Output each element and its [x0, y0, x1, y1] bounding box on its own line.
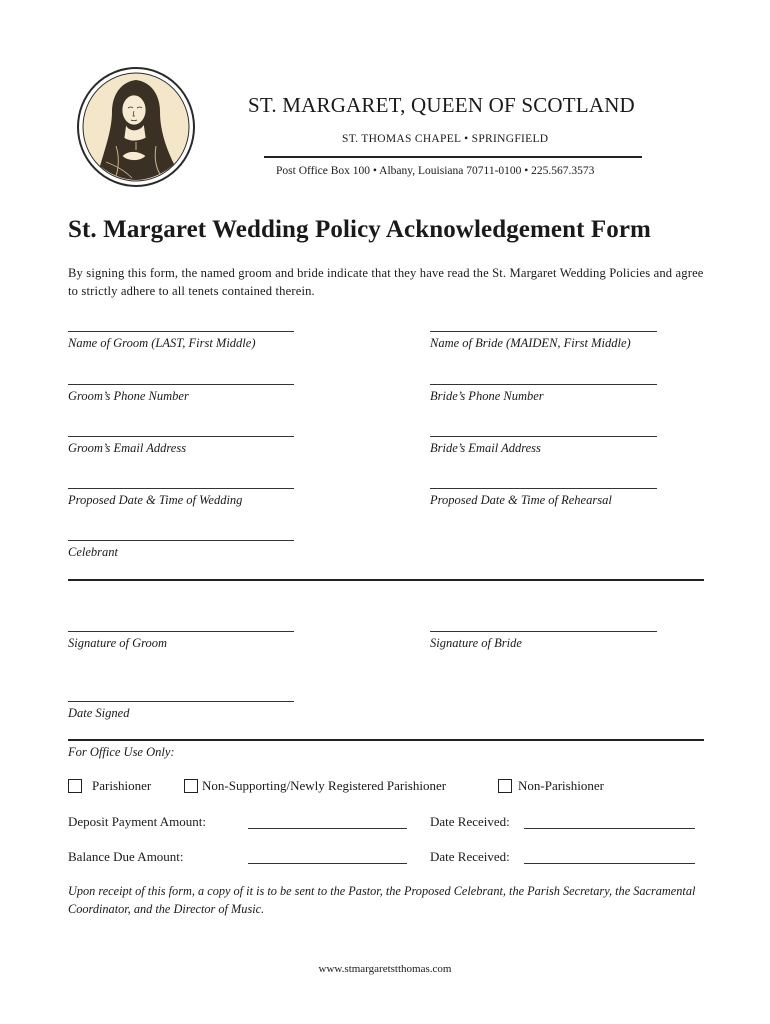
groom-name-label: Name of Groom (LAST, First Middle): [68, 336, 256, 350]
non-supporting-checkbox[interactable]: [184, 779, 198, 793]
form-title: St. Margaret Wedding Policy Acknowledgement Form: [68, 216, 651, 243]
office-divider: [68, 739, 704, 741]
groom-email-line[interactable]: [68, 436, 294, 437]
groom-name-line[interactable]: [68, 331, 294, 332]
intro-paragraph: By signing this form, the named groom and bride indicate that they have read the St. Margaret Wedding Policies and agree to strictly adhere to all tenets contained therein.: [68, 266, 704, 298]
bride-email-line[interactable]: [430, 436, 657, 437]
groom-signature-label: Signature of Groom: [68, 636, 168, 650]
section-divider: [68, 579, 704, 581]
groom-phone-label: Groom’s Phone Number: [68, 389, 189, 403]
groom-phone-line[interactable]: [68, 384, 294, 385]
balance-date-received-label: Date Received:: [430, 849, 510, 864]
chapel-line: ST. THOMAS CHAPEL • SPRINGFIELD: [342, 133, 549, 145]
groom-signature-line[interactable]: [68, 631, 294, 632]
groom-email-label: Groom’s Email Address: [68, 441, 187, 455]
non-parishioner-checkbox[interactable]: [498, 779, 512, 793]
distribution-note: Upon receipt of this form, a copy of it is to be sent to the Pastor, the Proposed Celebrant, the Parish Secretary, the Sacramental Coordinator, and the Director of Music.: [68, 884, 696, 916]
organization-name: ST. MARGARET, QUEEN OF SCOTLAND: [248, 93, 635, 117]
website-footer: www.stmargaretstthomas.com: [318, 963, 452, 975]
header-divider: [264, 156, 642, 158]
date-signed-label: Date Signed: [68, 706, 130, 720]
celebrant-line[interactable]: [68, 540, 294, 541]
non-supporting-label: Non-Supporting/Newly Registered Parishioner: [202, 778, 447, 793]
bride-signature-label: Signature of Bride: [430, 636, 522, 650]
contact-line: Post Office Box 100 • Albany, Louisiana 70711-0100 • 225.567.3573: [276, 165, 595, 177]
date-signed-line[interactable]: [68, 701, 294, 702]
wedding-datetime-line[interactable]: [68, 488, 294, 489]
st-margaret-seal: [76, 66, 196, 188]
deposit-date-received-label: Date Received:: [430, 814, 510, 829]
non-parishioner-label: Non-Parishioner: [518, 778, 604, 793]
option-non-supporting[interactable]: [184, 778, 446, 794]
bride-phone-label: Bride’s Phone Number: [430, 389, 544, 403]
bride-phone-line[interactable]: [430, 384, 657, 385]
bride-name-label: Name of Bride (MAIDEN, First Middle): [430, 336, 631, 350]
wedding-datetime-label: Proposed Date & Time of Wedding: [68, 493, 243, 507]
option-non-parishioner[interactable]: [498, 778, 604, 794]
parishioner-checkbox[interactable]: [68, 779, 82, 793]
parishioner-label: Parishioner: [92, 778, 152, 793]
office-use-heading: For Office Use Only:: [68, 745, 175, 759]
balance-date-received-line[interactable]: [524, 863, 695, 864]
bride-signature-line[interactable]: [430, 631, 657, 632]
balance-label: Balance Due Amount:: [68, 849, 184, 864]
deposit-label: Deposit Payment Amount:: [68, 814, 206, 829]
bride-name-line[interactable]: [430, 331, 657, 332]
deposit-line[interactable]: [248, 828, 407, 829]
rehearsal-datetime-label: Proposed Date & Time of Rehearsal: [430, 493, 612, 507]
rehearsal-datetime-line[interactable]: [430, 488, 657, 489]
bride-email-label: Bride’s Email Address: [430, 441, 541, 455]
celebrant-label: Celebrant: [68, 545, 118, 559]
option-parishioner[interactable]: [68, 778, 151, 794]
deposit-date-received-line[interactable]: [524, 828, 695, 829]
balance-line[interactable]: [248, 863, 407, 864]
